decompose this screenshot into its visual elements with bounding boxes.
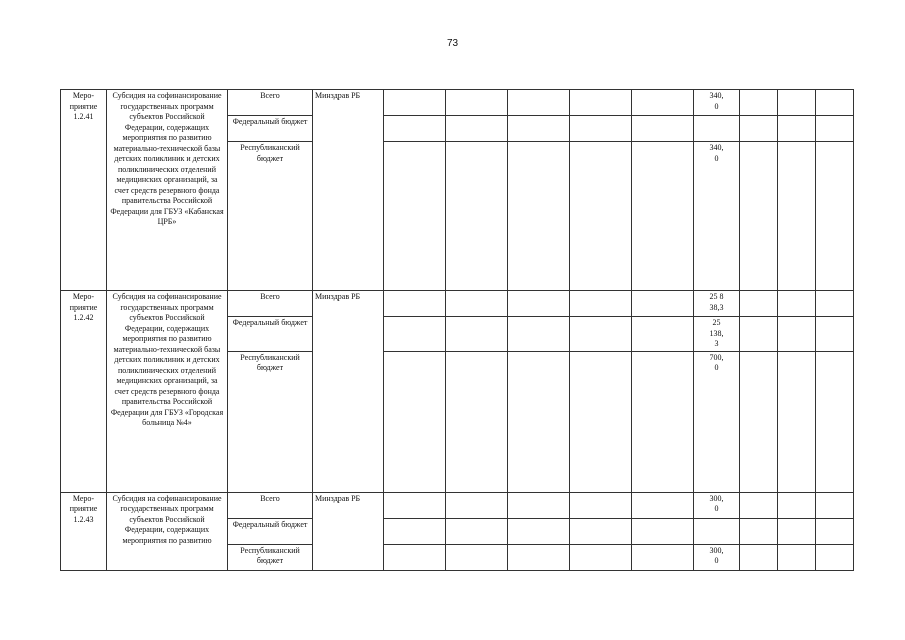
value-cell	[740, 492, 778, 518]
value-cell	[778, 291, 816, 317]
value-cell	[816, 116, 854, 142]
value-cell	[570, 544, 632, 570]
value-cell	[570, 492, 632, 518]
value-cell	[570, 351, 632, 492]
value-cell	[508, 544, 570, 570]
page-number: 73	[446, 38, 459, 49]
activity-number-line: Меро-	[72, 493, 95, 503]
activity-number-cell	[61, 291, 107, 493]
amount-cell: 300, 0	[694, 492, 740, 518]
activity-number-line: Меро-	[72, 292, 95, 301]
activity-number-line: приятие	[69, 504, 98, 513]
value-cell	[446, 518, 508, 544]
funding-source: Республиканский бюджет	[228, 544, 313, 570]
value-cell	[740, 116, 778, 142]
activity-number-line: приятие	[69, 302, 98, 312]
value-cell	[632, 492, 694, 518]
value-cell	[446, 351, 508, 492]
program-activities-table	[60, 89, 854, 571]
value-cell	[508, 351, 570, 492]
value-cell	[570, 317, 632, 352]
value-cell	[778, 317, 816, 352]
activity-number-line: 1.2.41	[73, 112, 94, 121]
value-cell	[384, 317, 446, 352]
activity-number-line: Меро-	[72, 91, 95, 100]
value-cell	[632, 351, 694, 492]
amount-cell: 25 8 38,3	[694, 291, 740, 317]
value-cell	[446, 90, 508, 116]
value-cell	[508, 291, 570, 317]
table-row	[61, 291, 854, 317]
funding-source: Республиканский бюджет	[228, 351, 313, 492]
value-cell	[508, 317, 570, 352]
executor: Минздрав РБ	[313, 291, 384, 493]
activity-number-line: 1.2.42	[73, 313, 94, 322]
table-row	[61, 90, 854, 116]
value-cell	[446, 142, 508, 291]
value-cell	[632, 291, 694, 317]
value-cell	[740, 317, 778, 352]
amount-cell: 700, 0	[694, 351, 740, 492]
value-cell	[740, 90, 778, 116]
amount-cell	[694, 116, 740, 142]
value-cell	[384, 518, 446, 544]
value-cell	[570, 142, 632, 291]
amount-cell: 340, 0	[694, 142, 740, 291]
value-cell	[778, 90, 816, 116]
value-cell	[740, 142, 778, 291]
value-cell	[816, 492, 854, 518]
value-cell	[384, 90, 446, 116]
value-cell	[632, 142, 694, 291]
value-cell	[740, 544, 778, 570]
activity-number-cell	[61, 492, 107, 570]
value-cell	[446, 116, 508, 142]
table-row	[61, 492, 854, 518]
amount-cell	[694, 518, 740, 544]
value-cell	[508, 518, 570, 544]
value-cell	[778, 351, 816, 492]
value-cell	[816, 90, 854, 116]
funding-source: Всего	[228, 291, 313, 317]
value-cell	[740, 518, 778, 544]
value-cell	[632, 518, 694, 544]
funding-source: Республиканский бюджет	[228, 142, 313, 291]
value-cell	[740, 351, 778, 492]
value-cell	[816, 142, 854, 291]
value-cell	[778, 544, 816, 570]
funding-source: Федеральный бюджет	[228, 317, 313, 352]
value-cell	[570, 90, 632, 116]
value-cell	[632, 90, 694, 116]
value-cell	[816, 351, 854, 492]
value-cell	[740, 291, 778, 317]
activity-name: Субсидия на софинансирование государственных программ субъектов Российской Федерации, содержащих мероприятия по развитию	[107, 492, 228, 570]
value-cell	[632, 544, 694, 570]
value-cell	[570, 518, 632, 544]
value-cell	[816, 317, 854, 352]
value-cell	[632, 317, 694, 352]
funding-source: Федеральный бюджет	[228, 116, 313, 142]
activity-number-cell	[61, 90, 107, 291]
value-cell	[446, 544, 508, 570]
value-cell	[570, 291, 632, 317]
value-cell	[384, 116, 446, 142]
value-cell	[570, 116, 632, 142]
value-cell	[508, 492, 570, 518]
value-cell	[446, 317, 508, 352]
amount-cell: 340, 0	[694, 90, 740, 116]
activity-name: Субсидия на софинансирование государственных программ субъектов Российской Федерации, содержащих мероприятия по развитию материально-технической базы детских поликлиник и детских поликлинических отделений медицинских организаций, за счет средств резервного фонда правительства Российской Федерации для ГБУЗ «Кабанская ЦРБ»	[107, 90, 228, 291]
value-cell	[508, 142, 570, 291]
value-cell	[384, 544, 446, 570]
value-cell	[446, 492, 508, 518]
value-cell	[384, 492, 446, 518]
value-cell	[384, 291, 446, 317]
value-cell	[508, 116, 570, 142]
executor: Минздрав РБ	[313, 492, 384, 570]
value-cell	[816, 544, 854, 570]
value-cell	[632, 116, 694, 142]
value-cell	[446, 291, 508, 317]
amount-cell: 300, 0	[694, 544, 740, 570]
funding-source: Всего	[228, 492, 313, 518]
value-cell	[778, 518, 816, 544]
funding-source: Федеральный бюджет	[228, 518, 313, 544]
value-cell	[778, 492, 816, 518]
activity-number-line: приятие	[69, 101, 98, 111]
value-cell	[384, 142, 446, 291]
value-cell	[778, 116, 816, 142]
value-cell	[816, 518, 854, 544]
value-cell	[384, 351, 446, 492]
activity-name: Субсидия на софинансирование государственных программ субъектов Российской Федерации, содержащих мероприятия по развитию материально-технической базы детских поликлиник и детских поликлинических отделений медицинских организаций, за счет средств резервного фонда правительства Российской Федерации для ГБУЗ «Городская больница №4»	[107, 291, 228, 493]
funding-source: Всего	[228, 90, 313, 116]
amount-cell: 25 138, 3	[694, 317, 740, 352]
value-cell	[508, 90, 570, 116]
value-cell	[778, 142, 816, 291]
activity-number-line: 1.2.43	[73, 514, 94, 524]
value-cell	[816, 291, 854, 317]
executor: Минздрав РБ	[313, 90, 384, 291]
